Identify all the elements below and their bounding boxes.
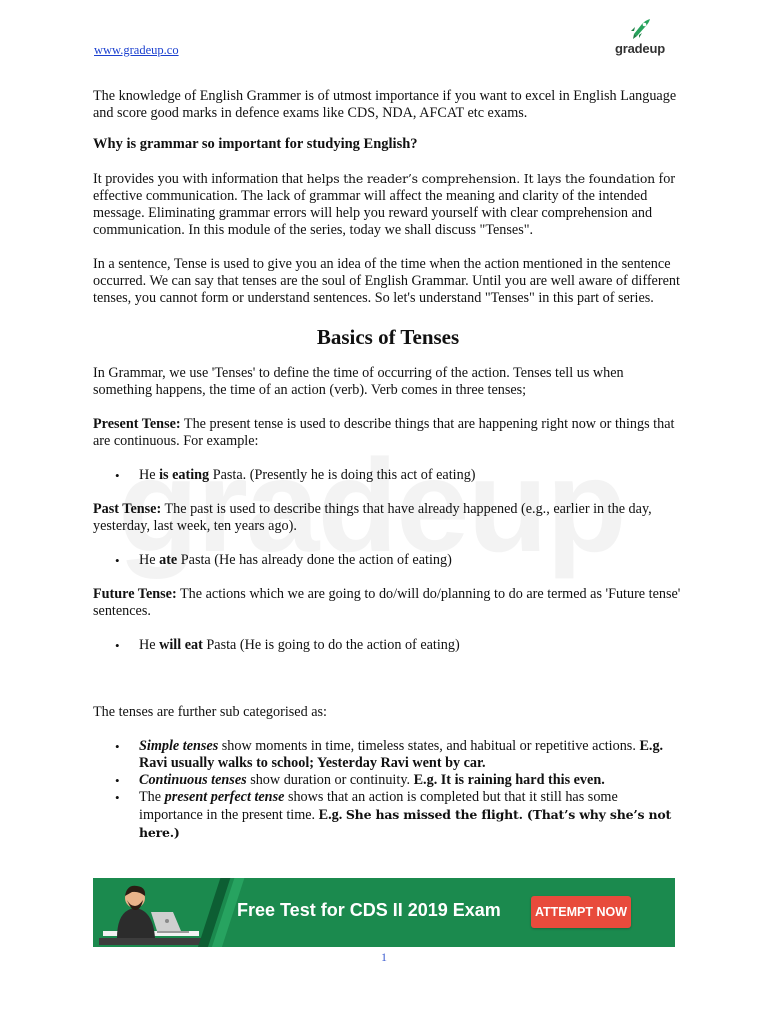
present-example-list xyxy=(93,467,683,484)
intro-paragraph: The knowledge of English Grammer is of utmost importance if you want to excel in English Language and score good marks in defence exams like CDS, NDA, AFCAT etc exams. xyxy=(93,88,677,121)
page-number: 1 xyxy=(381,950,387,964)
past-tense-paragraph: Past Tense: The past is used to describe things that have already happened (e.g., earlier in the day, yesterday, last week, ten years ago). xyxy=(93,501,652,534)
site-link[interactable]: www.gradeup.co xyxy=(94,43,179,57)
future-example-list xyxy=(93,637,683,654)
logo-text: gradeup xyxy=(615,41,665,56)
rocket-icon xyxy=(628,18,652,40)
list-item: • Simple tenses show moments in time, timeless states, and habitual or repetitive actions. E.g. Ravi usually walks to school; Yesterday Ravi went by car. xyxy=(93,738,683,772)
banner-headline: Free Test for CDS II 2019 Exam xyxy=(237,900,501,920)
importance-paragraph: It provides you with information that helps the reader’s comprehension. It lays the foundation for effective communication. The lack of grammar will affect the meaning and clarity of the intended message. Eliminating grammar errors will help you reward yourself with clear comprehension and communication. In this module of the series, today we shall discuss "Tenses". xyxy=(93,171,676,238)
list-item: • He will eat Pasta (He is going to do the action of eating) xyxy=(93,637,683,654)
attempt-now-button[interactable]: ATTEMPT NOW xyxy=(531,896,631,928)
list-item: • Continuous tenses show duration or continuity. E.g. It is raining hard this even. xyxy=(93,772,683,789)
promo-banner[interactable] xyxy=(93,878,675,947)
future-tense-paragraph: Future Tense: The actions which we are going to do/will do/planning to do are termed as 'Future tense' sentences. xyxy=(93,586,681,619)
gradeup-logo xyxy=(608,18,672,58)
subcategory-intro: The tenses are further sub categorised as: xyxy=(93,704,327,720)
subcategory-list xyxy=(93,738,683,842)
person-laptop-icon xyxy=(99,880,209,947)
present-tense-paragraph: Present Tense: The present tense is used to describe things that are happening right now or things that are continuous. For example: xyxy=(93,416,675,449)
list-item: • He ate Pasta (He has already done the action of eating) xyxy=(93,552,683,569)
document-body xyxy=(93,88,683,842)
list-item: • The present perfect tense shows that an action is completed but that it still has some importance in the present time. E.g. She has missed the flight. (That’s why she’s not here.) xyxy=(93,789,683,842)
tense-intro-paragraph: In a sentence, Tense is used to give you an idea of the time when the action mentioned in the sentence occurred. We can say that tenses are the soul of English Grammar. Until you are well aware of different tenses, you cannot form or understand sentences. So let's understand "Tenses" in this part of series. xyxy=(93,256,680,306)
basics-paragraph: In Grammar, we use 'Tenses' to define the time of occurring of the action. Tenses tell us when something happens, the time of an action (verb). Verb comes in three tenses; xyxy=(93,365,624,398)
question-heading: Why is grammar so important for studying English? xyxy=(93,136,418,152)
past-example-list xyxy=(93,552,683,569)
list-item: • He is eating Pasta. (Presently he is doing this act of eating) xyxy=(93,467,683,484)
section-title: Basics of Tenses xyxy=(316,325,460,349)
